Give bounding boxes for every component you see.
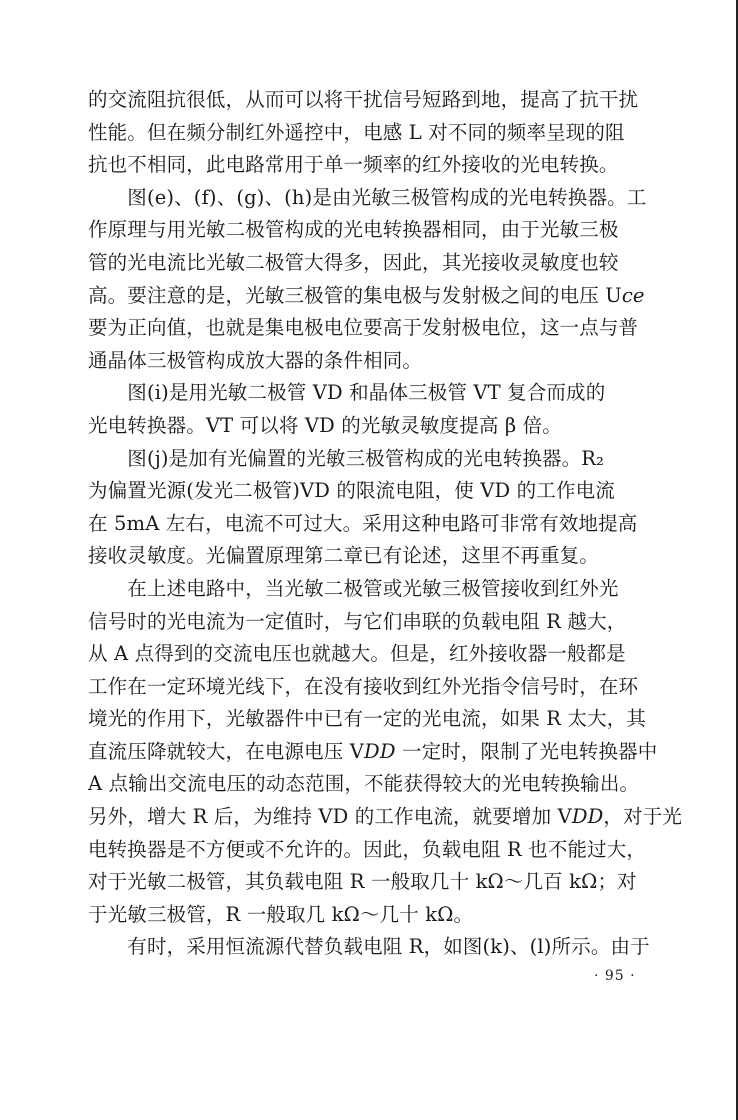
text-line: A 点输出交流电压的动态范围，不能获得较大的光电转换输出。 <box>88 772 640 796</box>
text-line: 接收灵敏度。光偏置原理第二章已有论述，这里不再重复。 <box>88 544 599 568</box>
text-line: 为偏置光源(发光二极管)VD 的限流电阻，使 VD 的工作电流 <box>88 479 615 503</box>
text-line: 另外，增大 R 后，为维持 VD 的工作电流，就要增加 V𝐷𝐷，对于光 <box>88 805 682 829</box>
text-line: 有时，采用恒流源代替负载电阻 R，如图(k)、(l)所示。由于 <box>88 935 650 959</box>
text-line: 于光敏三极管，R 一般取几 kΩ～几十 kΩ。 <box>88 902 474 926</box>
text-line: 对于光敏二极管，其负载电阻 R 一般取几十 kΩ～几百 kΩ；对 <box>88 870 637 894</box>
page-number: · 95 · <box>594 968 636 984</box>
text-line: 作原理与用光敏二极管构成的光电转换器相同，由于光敏三极 <box>88 218 619 242</box>
text-line: 信号时的光电流为一定值时，与它们串联的负载电阻 R 越大， <box>88 609 627 633</box>
text-line: 通晶体三极管构成放大器的条件相同。 <box>88 348 423 372</box>
body-text <box>88 84 682 964</box>
text-line: 在上述电路中，当光敏二极管或光敏三极管接收到红外光 <box>88 576 619 600</box>
text-line: 的交流阻抗很低，从而可以将干扰信号短路到地，提高了抗干扰 <box>88 88 639 111</box>
text-line: 管的光电流比光敏二极管大得多，因此，其光接收灵敏度也较 <box>88 250 619 274</box>
text-line: 直流压降就较大，在电源电压 V𝐷𝐷 一定时，限制了光电转换器中 <box>88 739 658 763</box>
text-line: 在 5mA 左右，电流不可过大。采用这种电路可非常有效地提高 <box>88 511 638 535</box>
text-line: 抗也不相同，此电路常用于单一频率的红外接收的光电转换。 <box>88 153 619 177</box>
text-line: 性能。但在频分制红外遥控中，电感 L 对不同的频率呈现的阻 <box>88 120 625 144</box>
text-line: 高。要注意的是，光敏三极管的集电极与发射极之间的电压 U𝑐𝑒 <box>88 283 645 307</box>
text-line: 要为正向值，也就是集电极电位要高于发射极电位，这一点与普 <box>88 316 639 340</box>
text-line: 图(e)、(f)、(g)、(h)是由光敏三极管构成的光电转换器。工 <box>88 185 647 209</box>
text-line: 工作在一定环境光线下，在没有接收到红外光指令信号时，在环 <box>88 674 639 698</box>
text-line: 从 A 点得到的交流电压也就越大。但是，红外接收器一般都是 <box>88 642 626 666</box>
text-line: 图(i)是用光敏二极管 VD 和晶体三极管 VT 复合而成的 <box>88 381 606 405</box>
text-line: 图(j)是加有光偏置的光敏三极管构成的光电转换器。R₂ <box>88 446 605 470</box>
text-line: 电转换器是不方便或不允许的。因此，负载电阻 R 也不能过大， <box>88 837 647 861</box>
text-line: 光电转换器。VT 可以将 VD 的光敏灵敏度提高 β 倍。 <box>88 413 562 437</box>
text-line: 境光的作用下，光敏器件中已有一定的光电流，如果 R 太大，其 <box>88 707 647 731</box>
